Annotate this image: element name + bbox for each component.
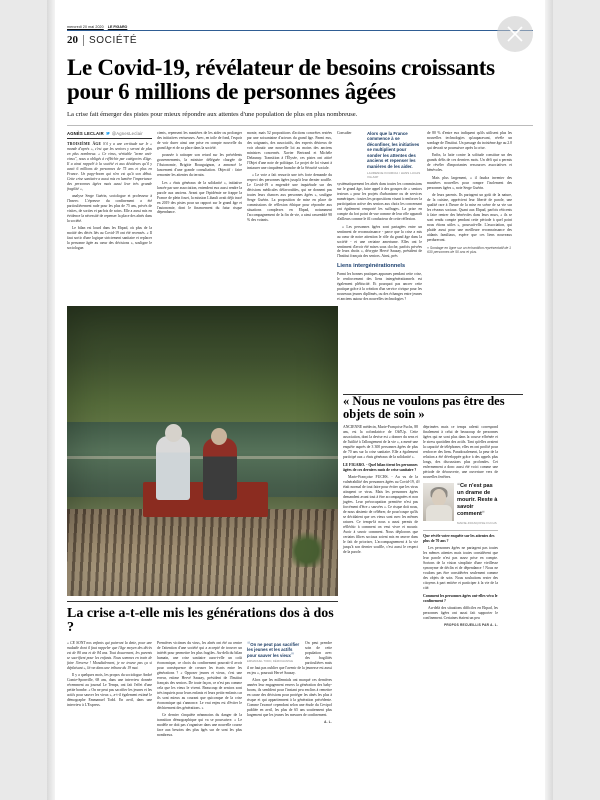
article2-title: La crise a-t-elle mis les générations dos à dos ? — [67, 605, 334, 636]
body-paragraph: Il y a quelques mois, les propos du sociologue André Comte-Sponville, 68 ans, dans une interview donnée récemment au journal Le Temps, ont fait l'effet d'une petite bombe. « On ne peut pas sacrifier les jeunes et les actifs pour sauver les vieux », a-t-il également estimé le démographe Emmanuel Todd. En avril, dans une interview à L'Express. — [67, 673, 152, 708]
portrait-body — [426, 505, 452, 521]
column-5 — [427, 131, 512, 254]
interview-question: Comment les personnes âgées ont-elles vécu le confinement ? — [423, 593, 498, 603]
body-paragraph — [67, 142, 152, 192]
paragraph-text: S'il y a une certitude sur le « monde d'après », c'est que les seniors y seront de plus en plus nombreux. « Ce virus, véritable "arme anti-vieux", nous a obligés à réfléchir par catégories d'âge. Il a ainsi rappelé à la société et aux décideurs qu'il y avait 6 millions de personnes de 75 ans et plus en France. Un papy-boom qui n'en est qu'à son début. Cette crise sanitaire a aussi mis en lumière l'importance des personnes âgées mais aussi leur très grande fragilité », — [67, 141, 152, 191]
column-2 — [157, 131, 242, 216]
article2-column-1 — [67, 641, 152, 738]
main-photo — [67, 306, 338, 596]
article2-column-3 — [247, 641, 332, 738]
body-paragraph: analyse Serge Guérin, sociologue et professeur à l'Inseec. L'épreuve du confinement a été particulièrement rude pour les plus de 75 ans, privés de visites, de sorties et parfois de soins. Elle a aussi mis en évidence la nécessité de repenser la place des aînés dans la société. — [67, 194, 152, 223]
standfirst: La crise fait émerger des pistes pour mieux répondre aux attentes d'une population de plus en plus nombreuse. — [67, 111, 533, 126]
article3-column-1 — [343, 425, 418, 627]
portrait-quote-block — [419, 479, 498, 525]
paper-name: LE FIGARO — [107, 25, 128, 29]
subheading-liens: Liens intergénérationnels — [337, 263, 406, 270]
lead-label: TROISIÈME ÂGE — [67, 141, 102, 146]
body-paragraph: Consulter systématiquement les aînés dans toutes les commissions sur le grand âge, faire appel à des groupes de « seniors testeurs » pour les projets d'urbanisme ou de services numériques : toutes les propositions visant à renforcer la participation active des seniors aux choix les concernant ont également remporté les suffrages. La prise en compte du fort point de vue comme de leur rôle apparaît d'ailleurs comme le fil conducteur de cette réflexion. — [337, 130, 422, 222]
body-paragraph: déprimées mais ce temps ralenti correspond finalement à celui de beaucoup de personnes âgées qui ne sont plus dans la course effrénée et le stress quotidien des actifs. Tant qu'elles avaient la capacité de téléphoner, elles en ont profité pour renforcer des liens. Paradoxalement, la peur de la relation a été développée grâce à des appels plus longs, des discussions plus profondes. Cet enfermement a donc aussi été voici comme une période de découverte, une ouverture vers de nouvelles fenêtres. — [423, 425, 498, 479]
body-paragraph: Enfin, la lutte contre la solitude constitue un des grands défis de ces derniers mois. Un défi qui a permis de révéler d'importantes ressources associatives et bénévoles. — [427, 153, 512, 173]
quote-rule — [423, 530, 498, 531]
column-1 — [67, 131, 152, 252]
column-4 — [337, 131, 422, 302]
article2-columns — [67, 641, 338, 738]
body-paragraph: cients, repensent les manières de les aider ou prolonger des initiatives vertueuses. Avec, en toile de fond, l'espoir de voir durer ainsi une prise en compte nouvelle du grand âge et de sa place dans la société. — [157, 130, 242, 150]
article2-signature: A. L. — [324, 720, 332, 725]
byline — [67, 131, 152, 139]
pull-quote-text: Alors que la France commence à se déconfiner, les initiatives se multiplient pour sonder les attentes des anciens et repenser les manières de les aider. — [367, 130, 420, 169]
body-paragraph: Mais plus largement, « il faudra inventer des manières nouvelles pour rompre l'isolement des personnes âgées », note Serge Guérin. — [427, 175, 512, 190]
close-icon — [505, 24, 525, 44]
inline-quote-text — [247, 642, 301, 658]
masthead — [67, 25, 533, 31]
article3-signature: PROPOS RECUEILLIS PAR A. L. — [444, 623, 498, 628]
interview-answer: Les personnes âgées ne partagent pas toutes les mêmes attentes mais toutes considèrent que leur parole n'est pas assez prise en compte. Sortons de la vision simpliste d'une vieillesse synonyme de déclin et de dépendance ! Nous ne voulons pas être considérées seulement comme des objets de soin. Nous souhaitons rester des citoyens à part entière et participer à la vie de la cité. — [423, 546, 498, 590]
column-3 — [247, 131, 332, 223]
portrait-face — [432, 489, 446, 506]
interview-question: Que révèle votre enquête sur les attentes des plus de 70 ans ? — [423, 533, 495, 543]
quote-mark-close-icon: ❞ — [481, 510, 485, 517]
folio — [67, 34, 533, 50]
body-paragraph: de 80 % d'entre eux indiquent qu'ils utilisent plus les nouvelles technologies qu'auparavant, révèle un sondage de l'Institut. Un passage du troisième âge au 2.0 qui devrait se poursuivre après la crise. — [427, 130, 512, 150]
body-paragraph: ANCIENNE médecin, Marie-Françoise Fuchs, 88 ans, est la cofondatrice de Old'Up. Cette association, dont la devise est « donner du sens et de l'utilité à l'allongement de la vie », a mené une enquête auprès de 3 300 personnes âgées de plus de 70 ans sur la crise sanitaire. Elle a également participé aux « états généraux de la solidarité ». — [343, 425, 418, 459]
close-button[interactable] — [497, 16, 533, 52]
interview-answer: Marie-Françoise FUCHS. - Au vu de la vulnérabilité des personnes âgées au Covid-19, il était normal de tout faire pour éviter que les virus attrapent ce virus. Mais les personnes âgées demandent avant tout à être accompagnées et non jugées. Leur préoccupation première n'est pas forcément d'être « sauvées ». Ce risque doit nous, de nous abstenir de célébrer, de pour/coupe qu'ils se décidaient que ces vieux sont avec les mêmes ratures. Ce temps-là nous a aussi permis de réfléchir à comment on veut vivre et mourir. Avoir à savoir comment. Nous déplorons que certains filtres sociaux soient mis en œuvre dans le fait de prioriser, L'accompagnement à la vie jusqu'à son dernier souffle, c'est aussi le respect de la parole. — [343, 475, 418, 554]
body-paragraph: de leurs parents. Ils partagent un goût de la nature, de la cuisine, apprécient leur liberté de parole, une qualité rare à l'heure de la mise en scène de sa vie sur les réseaux sociaux. Quant aux Ehpad, parfois réticents à faire rentrer des bénévoles dans leurs murs, « ils se sont rendu compte pendant cette période à quel point nous étions utiles », poursuit-elle. L'association, qui plaide aussi pour une meilleure reconnaissance des aidants familiaux, espère que ces liens nouveaux perdureront. — [427, 193, 512, 242]
interview-answer: Au-delà des situations difficiles en Ehpad, les personnes âgées ont aussi fait supporter le confinement. Certaines étaient un peu — [423, 606, 498, 621]
page-shadow-right — [545, 0, 553, 800]
quote-mark-open-icon: ❝ — [247, 641, 251, 648]
article3-title: « Nous ne voulons pas être des objets de soin » — [343, 393, 505, 421]
body-paragraph: Parmi les bonnes pratiques apparues pendant cette crise, le renforcement des liens intergénérationnels est également plébiscité. Et pourquoi pas ancrer cette pratique grâce à la création d'un service civique pour les nouveaux jeunes diplômés, ou des échanges entre jeunes et anciens autour des nouvelles technologies ? — [337, 271, 422, 301]
page-number: 20 — [67, 34, 78, 46]
portrait-photo — [419, 479, 454, 521]
body-paragraph: monie, mais 52 propositions d'actions concrètes restées par une soixantaine d'acteurs du grand âge. Parmi eux, des soignants, des associatifs, des experts désireux de voir aboutir une nouvelle loi au moins des anciens ministres concernés. Xavier Bertrand et Michèle Delaunay. Transition à l'Élysée, ces pistes ont attiré l'Objet d'une note de politique. Le projet de loi visant à instaurer une cinquième branche de la Sécurité sociale. — [247, 130, 332, 170]
article3-columns — [343, 425, 523, 627]
quote-mark-close-icon: ❞ — [290, 652, 295, 659]
byline-handle: @AgnesLeclair — [111, 130, 143, 136]
body-paragraph: « Les personnes âgées sont partagées entre un sentiment de reconnaissance - parce que la crise a mis au cœur de notre attention le rôle du grand âge dans la société - et une certaine amertume. Elles ont le sentiment d'avoir été mises sous cloche, parfois privées de leurs droits », décrypte Hervé Sauzay, président de l'Institut français des seniors. Ainsi, près — [337, 224, 422, 259]
body-paragraph: Alors que les millennials ont marqué ces dernières années leur engagement envers la génération des baby-boom, ils semblent pour l'instant peu enclins à remettre en cause des décisions pour protéger les aînés les plus à risque et qui appartiennent à la génération précédente. Comme l'avancé cependant selon une étude du Cevipof publiée en avril, les plus de 65 ans soutiennent plus largement que les jeunes les mesures de confinement. — [247, 678, 332, 718]
article3-column-2 — [419, 425, 498, 628]
section-name: SOCIÉTÉ — [89, 35, 138, 46]
body-paragraph: Ce dernier s'inquiète néanmoins du danger de la transition démographique qui va se poursuivre. « Le modèle ne doit pas s'organiser dans une nouvelle course face aux besoins des plus âgés sur de sont les plus nombreux. — [157, 713, 242, 738]
footnote: « Sondage en ligne sur un échantillon représentatif de 1 630 personnes de 50 ans et plus. — [427, 245, 512, 254]
inline-quote-credit: EMMANUEL TODD, DÉMOGRAPHE — [247, 659, 294, 664]
inline-quote-body: On ne peut pas sacrifier les jeunes et les actifs pour sauver les vieux — [247, 641, 300, 658]
feature-quote — [457, 483, 498, 518]
page-title: Le Covid-19, révélateur de besoins croissants pour 6 millions de personnes âgées — [67, 55, 495, 104]
page-shadow-left — [47, 0, 55, 800]
article2-column-2 — [157, 641, 242, 738]
photo-vignette — [67, 306, 338, 596]
body-paragraph: « CE SONT nos enfants qui paieront la dette, pour une maladie dont il faut rappeler que l'âge moyen des décès est de 80 ans et de 84 ans. Tout doucement, les parents se sacrifient pour les enfants. Nous sommes en train de faire l'inverse ! Mondialement, je ne trouve pas ça si déplaisant », lit-on dans une tribune du 19 mai. — [67, 640, 152, 670]
byline-author: AGNÈS LECLAIR — [67, 130, 104, 136]
newspaper-page — [55, 0, 545, 800]
body-paragraph: On peut prendre soin de cette population avec des fragilités particulières mais il ne faut pas oublier que l'avenir de la jeunesse est aussi en jeu », poursuit Hervé Sauzay. — [247, 640, 332, 675]
body-paragraph: « Le vote a fait ressortir une très forte demande du respect des personnes âgées jusqu'à leur dernier souffle. Le Covid-19 a engendré une inquiétude sur des décisions médicales défavorables, qui ne donnent pas toutes leurs chances aux personnes âgées », souligne Serge Guérin. La proposition de mise en place de commissions de réflexion éthique pour répondre aux situations complexes en Ehpad, notamment l'accompagnement de la fin de vie, a ainsi rassemblé 98 % des votants. — [247, 173, 332, 222]
inline-quote-box — [247, 642, 301, 664]
body-paragraph: Les « états généraux de la solidarité », initiative lancée par une association, entendent eux aussi rendre la parole aux anciens. Avant que l'épidémie ne frappe la France de plein fouet, la mission Libault avait déjà tracé en 2019 des pistes pour un rapport sur le grand âge et l'autonomie, dont le financement du futur risque dépendance. — [157, 180, 242, 215]
folio-divider — [83, 35, 84, 46]
feature-quote-text: Ce n'est pas un drame de mourir. Reste à savoir comment — [457, 482, 498, 517]
portrait-credit: DR — [419, 479, 421, 483]
main-article-columns — [67, 131, 533, 302]
body-paragraph: poussée à rattraper son retard sur les précédents gouvernements, la ministre déléguée chargée de l'Autonomie, Brigitte Bourguignon, a annoncé le lancement d'une grande consultation. Objectif : faire remonter les attentes du terrain. — [157, 153, 242, 178]
body-paragraph: Le bilan est lourd dans les Ehpad, où plus de la moitié des décès liés au Covid-19 ont été recensés. « Il faut sortir d'une logique strictement sanitaire et replacer la personne âgée au cœur des décisions », souligne le sociologue. — [67, 226, 152, 251]
body-paragraph: Premières victimes du virus, les aînés ont été au centre de l'attention d'une société qui a accepté de trouver un intérêt pour permettre les plus fragiles. Au-delà du bilan humain, une crise sanitaire aura-t-elle un coût économique, ce choix du confinement pourrait-il avoir pour conséquence de creuser les écarts entre les générations ? « Opposer jeunes et vieux, c'est une erreur, estime Hervé Sauzay, président de l'Institut français des seniors. De toute façon, ce n'est pas comme cela que les vieux le vivent. Beaucoup de seniors sont très inquiets pour leurs enfants et leurs petits-enfants car ils sont mieux au courant que quiconque de la crise économique qui s'annonce. Le vrai enjeu est d'éviter le déchirement des générations. » — [157, 640, 242, 710]
pull-quote-credit: LAURENCE KOURCIA / HANS LUCAS VIA AFP — [367, 171, 421, 179]
pull-quote — [367, 131, 422, 179]
twitter-icon — [106, 132, 110, 135]
section-rule — [67, 601, 338, 602]
feature-quote-credit: MARIE-FRANÇOISE FUCHS — [457, 520, 497, 525]
issue-date: mercredi 20 mai 2020 — [67, 25, 104, 29]
article3-wrapper — [343, 302, 523, 739]
interview-question: LE FIGARO. - Quel bilan tirent les personnes âgées de ces derniers mois de crise sanitaire ? — [343, 462, 418, 472]
quote-mark-open-icon: ❝ — [457, 482, 461, 489]
